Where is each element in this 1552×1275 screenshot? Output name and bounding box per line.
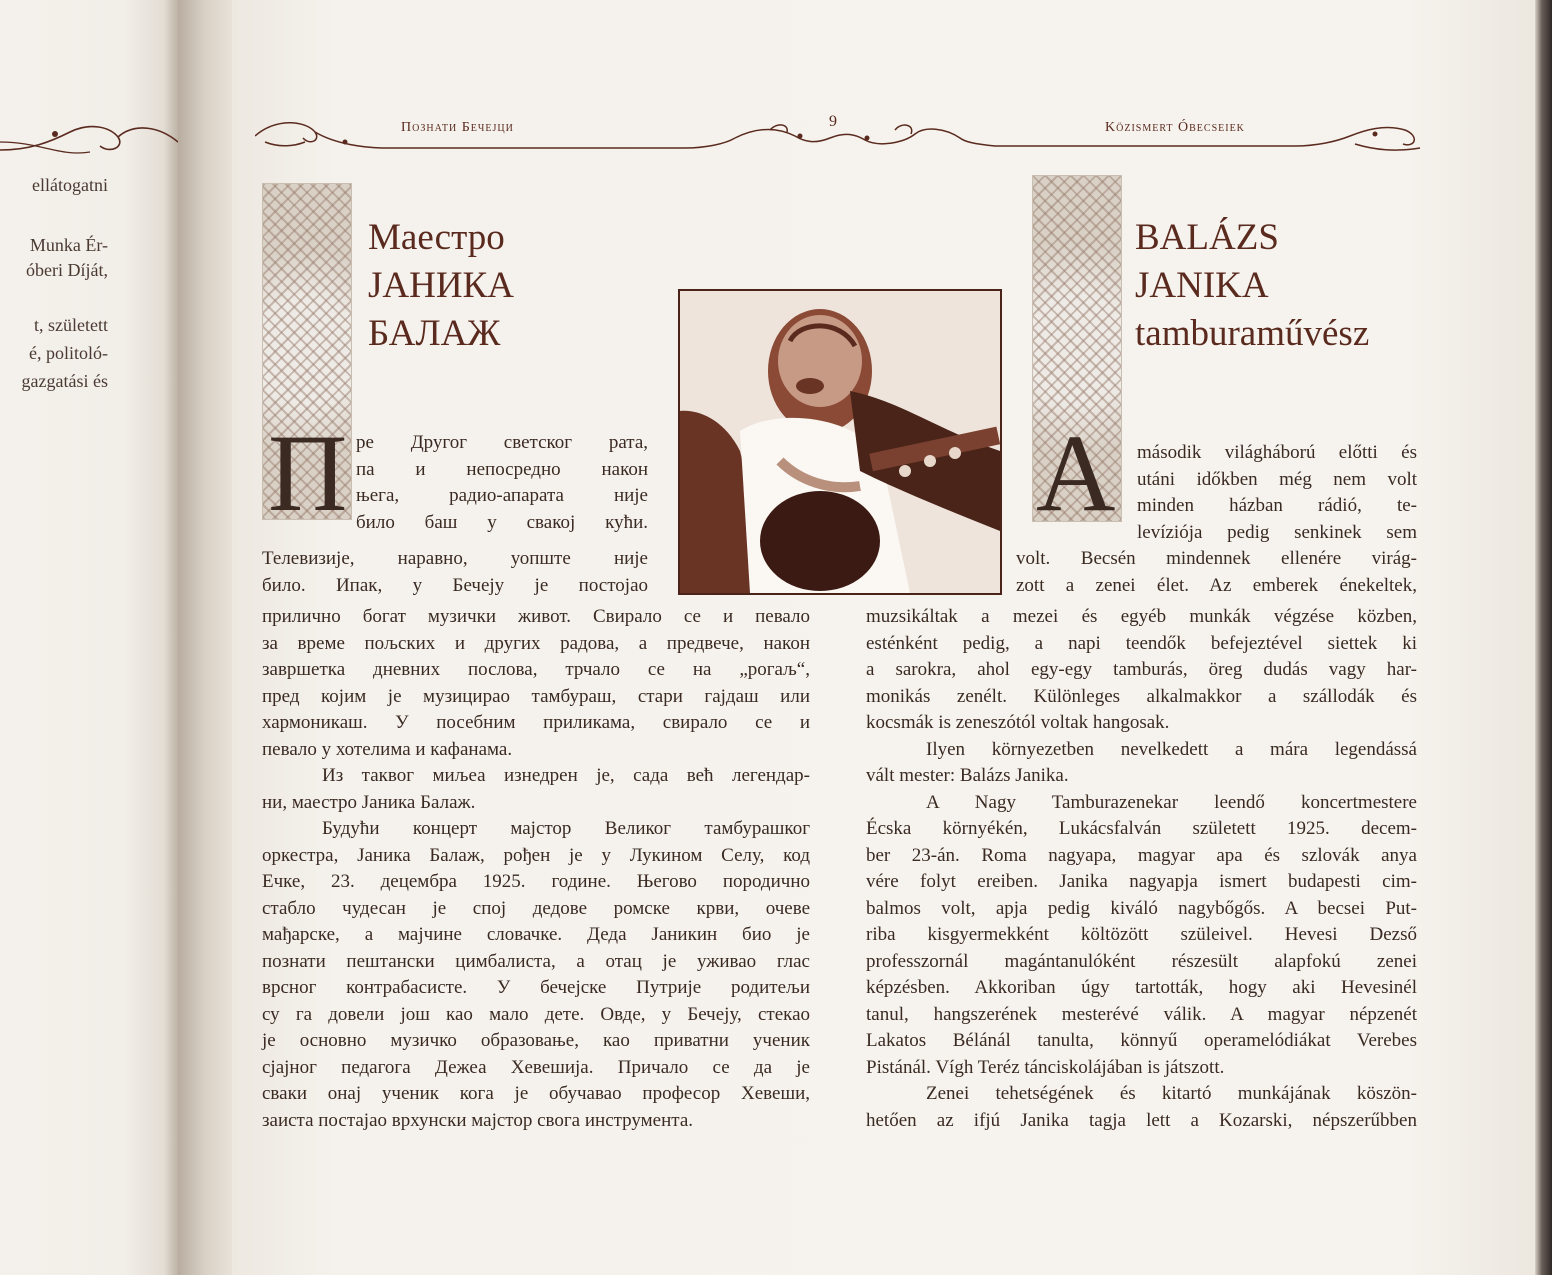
- serbian-line: Ечке, 23. децембра 1925. године. Његово породично: [262, 871, 810, 892]
- serbian-line: сваки онај ученик кога је обучавао професор Хевеши,: [262, 1083, 810, 1104]
- page-number: 9: [829, 113, 837, 130]
- serbian-line: врсног контрабасисте. У бечејске Путрије родитељи: [262, 977, 810, 998]
- serbian-line: заиста постајао врхунски мајстор свога инструмента.: [262, 1109, 693, 1131]
- serbian-line: за време пољских и других радова, а предвече, након: [262, 632, 810, 654]
- left-page-ornament: [0, 112, 178, 172]
- hungarian-line: Lakatos Bélánál tanulta, könnyű operamelódiákat Verebes: [866, 1030, 1417, 1051]
- serbian-line: ре Другог светског рата,: [356, 432, 648, 453]
- serbian-line: су га довели још као мало дете. Овде, у Бечеју, стекао: [262, 1003, 810, 1025]
- hungarian-line: Écska környékén, Lukácsfalván született 1925. decem-: [866, 818, 1417, 839]
- serbian-line: било баш у свакој кући.: [356, 511, 648, 533]
- serbian-body: [262, 604, 810, 1134]
- hungarian-line: a sarokra, ahol egy-egy tamburás, öreg dudás vagy har-: [866, 659, 1417, 680]
- serbian-line: завршетка дневних послова, трчало се на „рогаљ“,: [262, 659, 810, 680]
- hungarian-line: Pistánál. Vígh Teréz tánciskolájában is játszott.: [866, 1056, 1225, 1078]
- hungarian-line: második világháború előtti és: [1137, 442, 1417, 463]
- serbian-line: Из таквог миљеа изнедрен је, сада већ легендар-: [322, 765, 810, 786]
- serbian-line: Будући концерт мајстор Великог тамбурашког: [322, 818, 810, 839]
- hungarian-line: professzornál magántanulóként részesült alapfokú zenei: [866, 950, 1417, 972]
- hungarian-line: volt. Becsén mindennek ellenére virág-: [1016, 548, 1417, 569]
- serbian-title-line-3: БАЛАЖ: [368, 313, 501, 354]
- serbian-line: па и непосредно након: [356, 458, 648, 480]
- header-left-title: Познати Бечејци: [401, 120, 514, 135]
- portrait-photo: [678, 289, 1002, 595]
- hungarian-line: hetően az ifjú Janika tagja lett a Kozarski, népszerűbben: [866, 1109, 1417, 1131]
- hungarian-line: minden házban rádió, te-: [1137, 495, 1417, 516]
- serbian-title-line-2: ЈАНИКА: [368, 265, 514, 306]
- serbian-line: ни, маестро Јаника Балаж.: [262, 791, 476, 813]
- serbian-line: прилично богат музички живот. Свирало се и певало: [262, 606, 810, 627]
- serbian-line: Телевизије, наравно, уопште није: [262, 548, 648, 569]
- hungarian-line: ber 23-án. Roma nagyapa, magyar apa és szlovák anya: [866, 844, 1417, 866]
- serbian-dropcap: П: [268, 412, 348, 534]
- portrait-illustration: [680, 291, 1000, 593]
- left-line-1: ellátogatni: [32, 175, 108, 195]
- hungarian-line: vére folyt ereiben. Janika nagyapja ismert budapesti cim-: [866, 871, 1417, 892]
- left-line-6: gazgatási és: [21, 371, 108, 391]
- serbian-title: [368, 214, 514, 358]
- hungarian-body: [866, 604, 1417, 1134]
- serbian-line: познати пештански цимбалиста, а отац је уживао глас: [262, 950, 810, 972]
- running-header: [255, 108, 1425, 158]
- serbian-line: сјајног педагога Дежеа Хевешија. Причало се да је: [262, 1056, 810, 1078]
- serbian-title-line-1: Маестро: [368, 217, 505, 258]
- left-line-2: Munka Ér-: [29, 235, 108, 255]
- hungarian-line: esténként pedig, a napi teendők befejeztével siettek ki: [866, 632, 1417, 654]
- serbian-line: било. Ипак, у Бечеју је постојао: [262, 574, 648, 596]
- hungarian-wrapped-text: [1137, 440, 1417, 546]
- hungarian-line: Zenei tehetségének és kitartó munkájának köszön-: [926, 1083, 1417, 1104]
- serbian-line: хармоникаш. У посебним приликама, свирало се и: [262, 712, 810, 733]
- serbian-line: певало у хотелима и кафанама.: [262, 738, 513, 760]
- left-line-4: t, született: [34, 315, 108, 335]
- hungarian-line: zott a zenei élet. Az emberek énekeltek,: [1016, 574, 1417, 596]
- hungarian-line: riba kisgyermekként költözött szüleivel. Hevesi Dezső: [866, 924, 1417, 945]
- serbian-line: њега, радио-апарата није: [356, 485, 648, 506]
- hungarian-line: A Nagy Tamburazenekar leendő koncertmestere: [926, 791, 1417, 813]
- hungarian-title-line-2: JANIKA: [1135, 265, 1269, 306]
- serbian-line: мађарске, а мајчине словачке. Деда Јаникин био је: [262, 924, 810, 945]
- serbian-line: је основно музичко образовање, као приватни ученик: [262, 1030, 810, 1051]
- hungarian-line: Ilyen környezetben nevelkedett a mára legendássá: [926, 738, 1417, 760]
- hungarian-line: kocsmák is zeneszótól voltak hangosak.: [866, 712, 1170, 733]
- hungarian-mid-text: [1016, 546, 1417, 599]
- serbian-line: пред којим је музицирао тамбураш, стари гајдаш или: [262, 685, 810, 707]
- hungarian-line: utáni időkben még nem volt: [1137, 468, 1417, 490]
- header-right-title: Közismert Óbecseiek: [1105, 120, 1245, 135]
- hungarian-title-line-3: tamburaművész: [1135, 313, 1370, 354]
- hungarian-line: levíziója pedig senkinek sem: [1137, 521, 1417, 543]
- serbian-wrapped-text: [356, 430, 648, 536]
- page-edge: [1535, 0, 1552, 1275]
- hungarian-line: képzésben. Akkoriban úgy tartották, hogy aki Hevesinél: [866, 977, 1417, 998]
- hungarian-line: balmos volt, apja pedig kiváló nagybőgős. A becsei Put-: [866, 897, 1417, 919]
- serbian-line: оркестра, Јаника Балаж, рођен је у Лукином Селу, код: [262, 844, 810, 866]
- serbian-beside-photo-text: [262, 546, 648, 599]
- hungarian-line: tanul, hangszerének mesterévé válik. A magyar népzenét: [866, 1003, 1417, 1025]
- hungarian-title: [1135, 214, 1369, 358]
- hungarian-title-line-1: BALÁZS: [1135, 217, 1279, 258]
- left-line-5: é, politoló-: [29, 343, 108, 363]
- hungarian-line: monikás zenélt. Különleges alkalmakkor a szállodák és: [866, 685, 1417, 707]
- left-line-3: óberi Díját,: [26, 260, 108, 280]
- serbian-line: стабло чудесан је спој дедове ромске крви, очеве: [262, 897, 810, 919]
- hungarian-line: vált mester: Balázs Janika.: [866, 765, 1069, 786]
- hungarian-dropcap: A: [1036, 412, 1116, 534]
- hungarian-line: muzsikáltak a mezei és egyéb munkák végzése közben,: [866, 606, 1417, 627]
- left-page: [0, 0, 178, 1275]
